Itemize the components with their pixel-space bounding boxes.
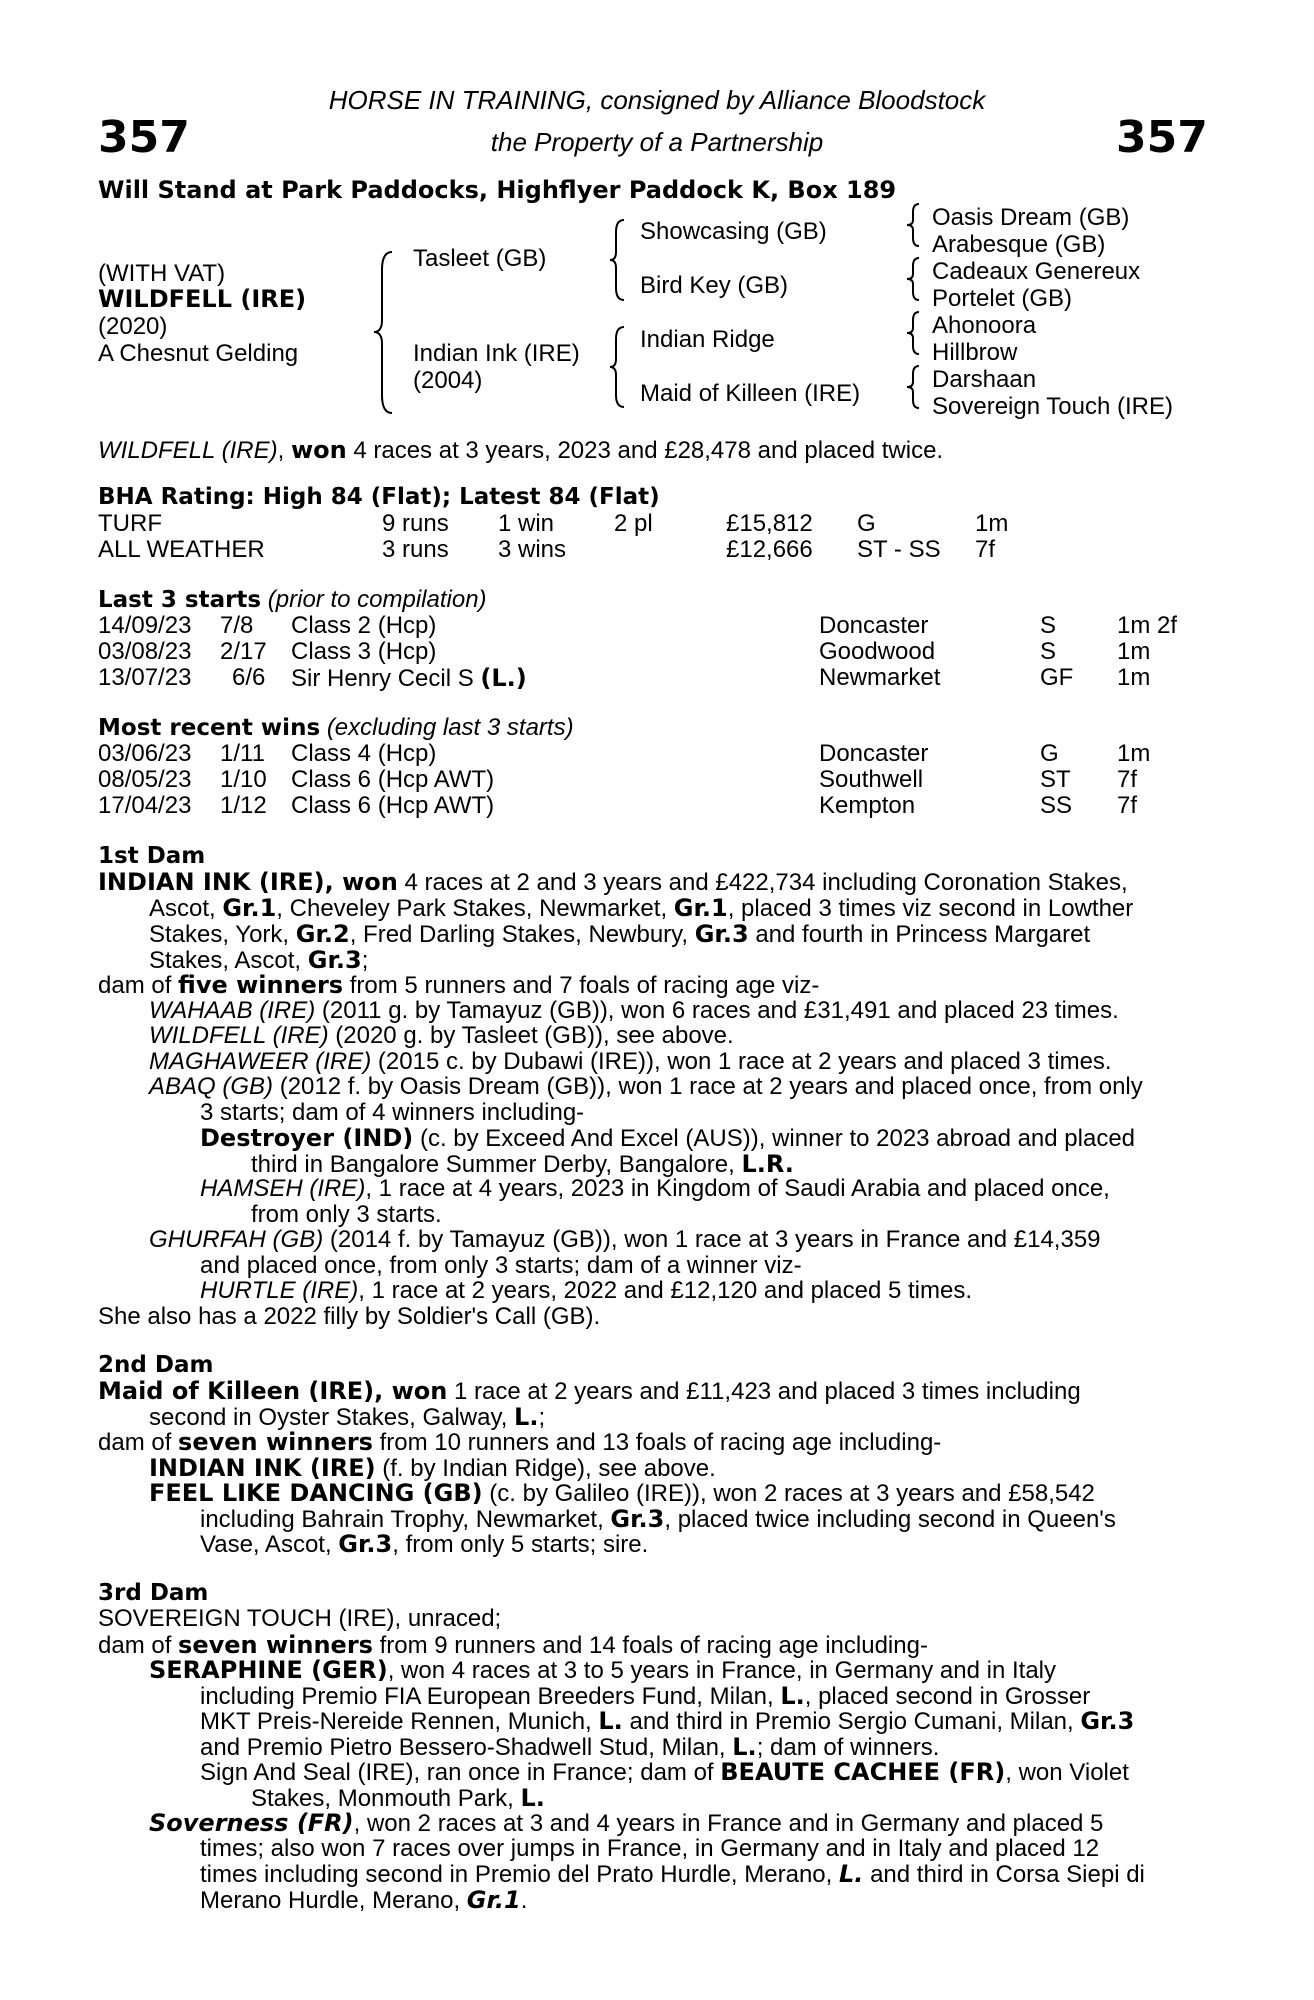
second-dam-title: 2nd Dam xyxy=(98,1352,214,1378)
pedigree-dds: Darshaan xyxy=(932,366,1037,393)
progeny-entry: GHURFAH (GB) (2014 f. by Tamayuz (GB)), won 1 race at 3 years in France and £14,359 xyxy=(149,1226,1101,1253)
brace-dd xyxy=(903,364,925,410)
third-dam-title: 3rd Dam xyxy=(98,1580,209,1606)
race-summary: WILDFELL (IRE), won 4 races at 3 years, 2023 and £28,478 and placed twice. xyxy=(98,436,944,464)
brace-sd xyxy=(903,256,925,302)
pedigree-brace-main xyxy=(370,250,400,415)
stand-location: Will Stand at Park Paddocks, Highflyer Paddock K, Box 189 xyxy=(98,176,897,204)
first-dam-title: 1st Dam xyxy=(98,843,206,869)
pedigree-dsd: Hillbrow xyxy=(932,339,1018,366)
lot-number-left: 357 xyxy=(98,112,190,163)
pedigree-dss: Ahonoora xyxy=(932,312,1037,339)
horse-description: A Chesnut Gelding xyxy=(98,340,299,367)
horse-year: (2020) xyxy=(98,313,168,340)
horse-name: WILDFELL (IRE) xyxy=(98,285,307,313)
progeny-entry: MAGHAWEER (IRE) (2015 c. by Dubawi (IRE)), won 1 race at 2 years and placed 3 times. xyxy=(149,1048,1112,1075)
pedigree-sdd: Portelet (GB) xyxy=(932,285,1073,312)
pedigree-sds: Cadeaux Genereux xyxy=(932,258,1141,285)
lot-number-right: 357 xyxy=(1116,112,1208,163)
pedigree-brace-dam xyxy=(606,325,630,409)
grand-progeny-entry: HURTLE (IRE), 1 race at 2 years, 2022 and £12,120 and placed 5 times. xyxy=(200,1277,972,1304)
pedigree-sd: Bird Key (GB) xyxy=(640,272,789,299)
grand-progeny-entry: HAMSEH (IRE), 1 race at 4 years, 2023 in Kingdom of Saudi Arabia and placed once, xyxy=(200,1175,1110,1202)
pedigree-ds: Indian Ridge xyxy=(640,326,775,353)
grand-progeny-entry: Sign And Seal (IRE), ran once in France; dam of BEAUTE CACHEE (FR), won Violet xyxy=(200,1758,1129,1786)
progeny-entry: Soverness (FR), won 2 races at 3 and 4 years in France and in Germany and placed 5 xyxy=(149,1809,1104,1837)
progeny-entry: WILDFELL (IRE) (2020 g. by Tasleet (GB)), see above. xyxy=(149,1022,734,1049)
progeny-entry: SERAPHINE (GER), won 4 races at 3 to 5 years in France, in Germany and in Italy xyxy=(149,1656,1057,1684)
pedigree-brace-sire xyxy=(606,218,630,302)
last3-heading: Last 3 starts (prior to compilation) xyxy=(98,586,487,613)
pedigree-sire: Tasleet (GB) xyxy=(413,245,547,272)
pedigree-ddd: Sovereign Touch (IRE) xyxy=(932,393,1174,420)
pedigree-dam-year: (2004) xyxy=(413,367,483,394)
summary-horse-name: WILDFELL (IRE) xyxy=(98,437,278,464)
progeny-entry: FEEL LIKE DANCING (GB) (c. by Galileo (IRE)), won 2 races at 3 years and £58,542 xyxy=(149,1479,1095,1507)
recent-wins-heading: Most recent wins (excluding last 3 starts) xyxy=(98,714,574,741)
grand-progeny-entry: Destroyer (IND) (c. by Exceed And Excel (AUS)), winner to 2023 abroad and placed xyxy=(200,1124,1136,1152)
bha-rating-title: BHA Rating: High 84 (Flat); Latest 84 (Flat) xyxy=(98,484,660,510)
vat-note: (WITH VAT) xyxy=(98,260,226,287)
property-line: the Property of a Partnership xyxy=(490,127,824,157)
brace-ss xyxy=(903,202,925,248)
pedigree-ss: Showcasing (GB) xyxy=(640,218,827,245)
pedigree-sss: Oasis Dream (GB) xyxy=(932,204,1130,231)
pedigree-dam: Indian Ink (IRE) xyxy=(413,340,580,367)
brace-ds xyxy=(903,310,925,356)
progeny-entry: WAHAAB (IRE) (2011 g. by Tamayuz (GB)), won 6 races and £31,491 and placed 23 times. xyxy=(149,997,1119,1024)
catalogue-page: 357 357 HORSE IN TRAINING, consigned by Alliance Bloodstock the Property of a Partnership Will Stand at Park Paddocks, Highflyer Paddock K, Box 189 (WITH VAT) WILDFELL (IRE) (2020) A Chesnut Gelding Tasleet (GB) Indian Ink (IRE) (2004) Showcasing (GB) Bird Key (GB) Indian Ridge Maid of Killeen (IRE) Oasis Dream (GB) Arabesque (GB) Cadeaux Genereux Portelet (GB) Ahonoora Hillbrow Darshaan Sovereign Touch (IRE) WILDFELL (IRE), won 4 races at 3 years, 2023 and £28,478 and placed twice. BHA Rating: High 84 (Flat); Latest 84 (Flat) TURF 9 runs 1 win 2 pl £15,812 G 1m ALL WEATHER 3 runs 3 wins £12,666 ST - SS 7f Last 3 starts (prior to compilation) 14/09/23 7/8 Class 2 (Hcp) Doncaster S 1m 2f 03/08/23 2/17 Class 3 (Hcp) Goodwood S 1m 13/07/23 6/6 Sir Henry Cecil S (L.) Newmarket GF 1m Most recent wins (excluding last 3 starts) 03/06/23 1/11 Class 4 (Hcp) Doncaster G 1m 08/05/23 1/10 Class 6 (Hcp AWT) Southwell ST 7f 17/04/23 1/12 Class 6 (Hcp AWT) Kempton SS 7f 1st Dam INDIAN INK (IRE), won 4 races at 2 and 3 years and £422,734 including Coronation Stakes, Ascot, Gr.1, Cheveley Park Stakes, Newmarket, Gr.1, placed 3 times viz second in Lowther Stakes, York, Gr.2, Fred Darling Stakes, Newbury, Gr.3 and fourth in Princess Margaret Stakes, Ascot, Gr.3; dam of five winners from 5 runners and 7 foals of racing age viz- WAHAAB (IRE) (2011 g. by Tamayuz (GB)), won 6 races and £31,491 and placed 23 times. WILDFELL (IRE) (2020 g. by Tasleet (GB)), see above. MAGHAWEER (IRE) (2015 c. by Dubawi (IRE)), won 1 race at 2 years and placed 3 times. ABAQ (GB) (2012 f. by Oasis Dream (GB)), won 1 race at 2 years and placed once, from only 3 starts; dam of 4 winners including- Destroyer (IND) (c. by Exceed And Excel (AUS)), winner to 2023 abroad and placed third in Bangalore Summer Derby, Bangalore, L.R. HAMSEH (IRE), 1 race at 4 years, 2023 in Kingdom of Saudi Arabia and placed once, from only 3 starts. GHURFAH (GB) (2014 f. by Tamayuz (GB)), won 1 race at 3 years in France and £14,359 and placed once, from only 3 starts; dam of a winner viz- HURTLE (IRE), 1 race at 2 years, 2022 and £12,120 and placed 5 times. She also has a 2022 filly by Soldier's Call (GB). 2nd Dam Maid of Killeen (IRE), won 1 race at 2 years and £11,423 and placed 3 times including second in Oyster Stakes, Galway, L.; dam of seven winners from 10 runners and 13 foals of racing age including- INDIAN INK (IRE) (f. by Indian Ridge), see above. FEEL LIKE DANCING (GB) (c. by Galileo (IRE)), won 2 races at 3 years and £58,542 including Bahrain Trophy, Newmarket, Gr.3, placed twice including second in Queen's Vase, Ascot, Gr.3, from only 5 starts; sire. 3rd Dam SOVEREIGN TOUCH (IRE), unraced; dam of seven winners from 9 runners and 14 foals of racing age including- SERAPHINE (GER), won 4 races at 3 to 5 years in France, in Germany and in Italy including Premio FIA European Breeders Fund, Milan, L., placed second in Grosser MKT Preis-Nereide Rennen, Munich, L. and third in Premio Sergio Cumani, Milan, Gr.3 and Premio Pietro Bessero-Shadwell Stud, Milan, L.; dam of winners. Sign And Seal (IRE), ran once in France; dam of BEAUTE CACHEE (FR), won Violet Stakes, Monmouth Park, L. Soverness (FR), won 2 races at 3 and 4 years in France and in Germany and placed 5 times; also won 7 races over jumps in France, in Germany and in Italy and placed 12 times including second in Premio del Prato Hurdle, Merano, L. and third in Corsa Siepi di Merano Hurdle, Merano, Gr.1. xyxy=(0,0,1314,2000)
progeny-entry: INDIAN INK (IRE) (f. by Indian Ridge), see above. xyxy=(149,1454,716,1482)
pedigree-ssd: Arabesque (GB) xyxy=(932,231,1106,258)
consignor-line: HORSE IN TRAINING, consigned by Alliance Bloodstock xyxy=(328,85,986,115)
pedigree-dd: Maid of Killeen (IRE) xyxy=(640,380,861,407)
progeny-entry: ABAQ (GB) (2012 f. by Oasis Dream (GB)), won 1 race at 2 years and placed once, from only xyxy=(149,1073,1143,1100)
